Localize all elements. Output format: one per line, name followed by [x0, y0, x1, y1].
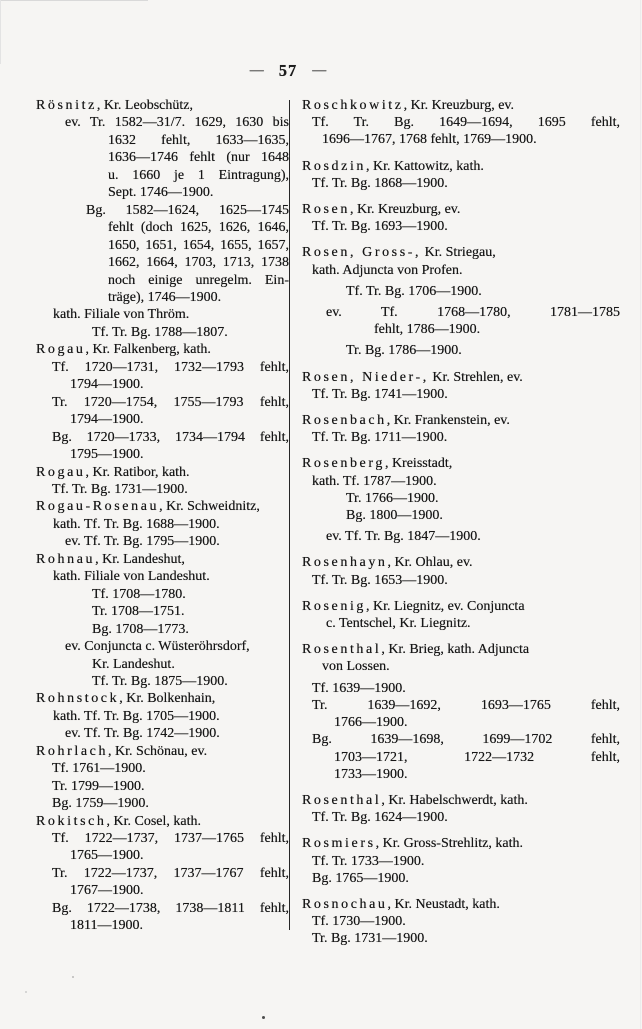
entry-headword: Rosen, Nieder-,	[302, 369, 429, 385]
entry-text-line: Tf. Tr. 1733—1900.	[312, 853, 425, 869]
entry-text-line: Tf. 1722—1737, 1737—1765 fehlt,	[52, 831, 289, 847]
entry-text-line: Tf. Tr. Bg. 1868—1900.	[312, 175, 448, 191]
entry-headword: Rösnitz	[36, 98, 97, 113]
entry-text-line: Kr. Landeshut.	[92, 656, 175, 672]
entry-headword: Rohnstock	[36, 691, 120, 707]
entry-text-line: Tf. Tr. Bg. 1706—1900.	[346, 283, 482, 299]
entry-text-line: Tr. 1799—1900.	[52, 778, 145, 794]
entry-text-line: träge), 1746—1900.	[108, 289, 222, 305]
entry-headline-rest: , Kr. Bolkenhain,	[119, 691, 216, 707]
entry-headline-rest: , Kr. Ratibor, kath.	[85, 464, 190, 480]
entry-text-line: 1794—1900.	[70, 412, 144, 428]
entry-text-line: 1662, 1664, 1703, 1713, 1738	[108, 255, 289, 271]
entry-text-line: Bg. 1720—1733, 1734—1794 fehlt,	[52, 429, 289, 445]
entry-text-line: Sept. 1746—1900.	[108, 185, 214, 201]
entry-headline-rest: , Kr. Schönau, ev.	[108, 743, 208, 759]
entry-text-line: u. 1660 je 1 Eintragung),	[108, 167, 289, 183]
entry-headword: Rosenbach	[302, 413, 387, 429]
entry-text-line: 1794—1900.	[70, 377, 144, 393]
entry-text-line: 1636—1746 fehlt (nur 1648	[108, 150, 289, 166]
entry-text-line: Bg. 1639—1698, 1699—1702 fehlt,	[312, 732, 620, 748]
column-divider-rule	[289, 100, 290, 930]
entry-text-line: c. Tentschel, Kr. Liegnitz.	[326, 616, 471, 632]
entry-heading-line	[36, 498, 289, 515]
entry-text-line: Bg. 1759—1900.	[52, 796, 149, 812]
entry-headline-rest: , Kreisstadt,	[384, 456, 453, 472]
scan-artifact-speck	[72, 976, 74, 978]
entry-headline-rest: , Kr. Liegnitz, ev. Conjuncta	[366, 598, 525, 614]
entry-heading-line	[302, 598, 620, 615]
entry-text-line: Tf. Tr. Bg. 1731—1900.	[52, 481, 188, 497]
entry-text-line: Bg. 1582—1624, 1625—1745	[86, 202, 289, 218]
entry-headline-rest: Kr. Strehlen, ev.	[428, 369, 523, 385]
entry-text-line: Tf. Tr. Bg. 1741—1900.	[312, 386, 448, 402]
entry-text-line: fehlt, 1786—1900.	[374, 322, 481, 338]
entry-text-line: Bg. 1765—1900.	[312, 870, 409, 886]
entry-headline-rest: , Kr. Habelschwerdt, kath.	[381, 792, 528, 808]
entry-headline-rest: , Kr. Falkenberg, kath.	[85, 342, 211, 358]
entry-text-line: Tr. 1639—1692, 1693—1765 fehlt,	[312, 697, 620, 713]
entry-heading-line	[302, 835, 620, 852]
entry-headline-rest: , Kr. Kreuzburg, ev.	[403, 98, 515, 113]
entry-text-line: Tr. Bg. 1786—1900.	[346, 343, 462, 359]
entry-heading-line	[302, 244, 620, 261]
column-right	[302, 97, 620, 948]
entry-text-line: 1765—1900.	[70, 848, 144, 864]
entry-heading-line	[302, 641, 620, 658]
entry-heading-line	[36, 464, 289, 481]
entry-text-line: Tr. Bg. 1731—1900.	[312, 931, 428, 947]
entry-headline-rest: , Kr. Schweidnitz,	[159, 499, 260, 515]
column-left	[36, 97, 289, 935]
entry-headword: Rosnochau	[302, 896, 388, 912]
entry-headword: Rosenberg	[302, 456, 385, 472]
entry-text-line: 1811—1900.	[70, 918, 143, 934]
scan-artifact-left-edge	[0, 0, 1, 64]
entry-headline-rest: , Kr. Brieg, kath. Adjuncta	[381, 642, 530, 658]
page-number: 57	[278, 61, 298, 80]
entry-text-line: kath. Adjuncta von Profen.	[312, 262, 463, 278]
scan-artifact-speck	[25, 991, 27, 993]
entry-text-line: ev. Tf. 1768—1780, 1781—1785	[326, 305, 620, 321]
entry-heading-line	[302, 554, 620, 571]
entry-headword: Rosdzin	[302, 158, 367, 174]
entry-headword: Rohnau	[36, 551, 96, 567]
entry-headline-rest: , Kr. Leobschütz,	[96, 98, 193, 113]
scan-artifact-top-edge	[0, 0, 148, 1]
entry-headword: Rogau-Rosenau	[36, 499, 160, 515]
entry-heading-line	[36, 551, 289, 568]
entry-headword: Rogau	[36, 464, 86, 480]
entry-headline-rest: , Kr. Frankenstein, ev.	[386, 413, 510, 429]
entry-headword: Rosen	[302, 202, 350, 218]
entry-heading-line	[302, 158, 620, 175]
entry-text-line: Tf. 1761—1900.	[52, 761, 146, 777]
entry-text-line: Tr. 1722—1737, 1737—1767 fehlt,	[52, 865, 289, 881]
entry-text-line: Tr. 1720—1754, 1755—1793 fehlt,	[52, 394, 289, 410]
entry-text-line: ev. Tf. Tr. Bg. 1847—1900.	[326, 529, 481, 545]
entry-heading-line	[302, 792, 620, 809]
entry-headword: Rohrlach	[36, 743, 109, 759]
entry-text-line: 1767—1900.	[70, 883, 144, 899]
entry-text-line: ev. Tf. Tr. Bg. 1742—1900.	[65, 726, 220, 742]
scan-artifact-right-edge	[640, 0, 641, 1029]
entry-text-line: Tf. Tr. Bg. 1624—1900.	[312, 810, 448, 826]
entry-text-line: fehlt (doch 1625, 1626, 1646,	[108, 220, 289, 236]
entry-heading-line	[302, 896, 620, 913]
entry-headline-rest: , Kr. Ohlau, ev.	[387, 555, 473, 571]
entry-text-line: noch einige unregelm. Ein-	[108, 272, 289, 288]
entry-headline-rest: , Kr. Gross-Strehlitz, kath.	[375, 836, 523, 852]
entry-headword: Rosenhayn	[302, 555, 388, 571]
entry-text-line: Tf. Tr. Bg. 1788—1807.	[92, 324, 228, 340]
entry-text-line: 1766—1900.	[334, 715, 408, 731]
entry-text-line: kath. Tf. Tr. Bg. 1705—1900.	[53, 708, 220, 724]
page-header	[250, 61, 327, 81]
entry-text-line: Tf. 1730—1900.	[312, 914, 406, 930]
entry-text-line: 1703—1721, 1722—1732 fehlt,	[334, 749, 620, 765]
entry-text-line: ev. Tr. 1582—31/7. 1629, 1630 bis	[65, 115, 289, 131]
entry-text-line: 1650, 1651, 1654, 1655, 1657,	[108, 237, 289, 253]
entry-heading-line	[302, 455, 620, 472]
entry-heading-line	[302, 97, 620, 114]
entry-text-line: Tf. 1720—1731, 1732—1793 fehlt,	[52, 359, 289, 375]
entry-heading-line	[36, 690, 289, 707]
entry-text-line: Tf. Tr. Bg. 1693—1900.	[312, 219, 448, 235]
entry-text-line: kath. Tf. Tr. Bg. 1688—1900.	[53, 516, 220, 532]
entry-heading-line	[36, 743, 289, 760]
entry-heading-line	[36, 813, 289, 830]
entry-headword: Rokitsch	[36, 813, 107, 829]
entry-text-line: 1696—1767, 1768 fehlt, 1769—1900.	[322, 132, 537, 148]
entry-text-line: Tr. 1708—1751.	[92, 604, 185, 620]
entry-headline-rest: Kr. Striegau,	[421, 245, 496, 261]
entry-text-line: 1733—1900.	[334, 766, 408, 782]
entry-text-line: kath. Filiale von Landeshut.	[53, 569, 210, 585]
entry-text-line: Tr. 1766—1900.	[346, 490, 439, 506]
header-dash-right: —	[312, 63, 327, 78]
entry-heading-line	[36, 341, 289, 358]
entry-text-line: Bg. 1800—1900.	[346, 508, 443, 524]
entry-text-line: Tf. Tr. Bg. 1653—1900.	[312, 572, 448, 588]
entry-text-line: ev. Conjuncta c. Wüsteröhrsdorf,	[65, 639, 250, 655]
header-dash-left: —	[249, 63, 264, 78]
entry-text-line: 1632 fehlt, 1633—1635,	[108, 132, 289, 148]
entry-text-line: Tf. Tr. Bg. 1875—1900.	[92, 673, 228, 689]
entry-headword: Rogau	[36, 342, 86, 358]
entry-text-line: Tf. 1639—1900.	[312, 680, 406, 696]
entry-headword: Roschkowitz	[302, 98, 404, 113]
entry-headword: Rosen, Gross-,	[302, 245, 422, 261]
entry-heading-line	[302, 201, 620, 218]
entry-headword: Rosenthal	[302, 792, 382, 808]
entry-heading-line	[302, 412, 620, 429]
entry-headword: Rosenthal	[302, 642, 382, 658]
entry-text-line: Tf. Tr. Bg. 1711—1900.	[312, 430, 448, 446]
entry-text-line: Bg. 1708—1773.	[92, 621, 189, 637]
entry-text-line: 1795—1900.	[70, 447, 144, 463]
entry-headline-rest: , Kr. Landeshut,	[95, 551, 185, 567]
entry-headword: Rosenig	[302, 598, 367, 614]
entry-text-line: von Lossen.	[322, 659, 390, 675]
entry-heading-line	[302, 369, 620, 386]
entry-text-line: kath. Tf. 1787—1900.	[312, 473, 437, 489]
entry-headline-rest: , Kr. Kreuzburg, ev.	[349, 202, 461, 218]
entry-text-line: ev. Tf. Tr. Bg. 1795—1900.	[65, 534, 220, 550]
entry-text-line: Tf. 1708—1780.	[92, 586, 186, 602]
entry-headline-rest: , Kr. Kattowitz, kath.	[366, 158, 484, 174]
entry-headword: Rosmiers	[302, 836, 376, 852]
entry-text-line: Bg. 1722—1738, 1738—1811 fehlt,	[52, 900, 289, 916]
entry-heading-line	[36, 97, 289, 114]
entry-headline-rest: , Kr. Cosel, kath.	[106, 813, 201, 829]
entry-text-line: Tf. Tr. Bg. 1649—1694, 1695 fehlt,	[312, 115, 620, 131]
scan-artifact-speck	[262, 1016, 265, 1019]
entry-text-line: kath. Filiale von Thröm.	[53, 307, 190, 323]
entry-headline-rest: , Kr. Neustadt, kath.	[387, 896, 500, 912]
